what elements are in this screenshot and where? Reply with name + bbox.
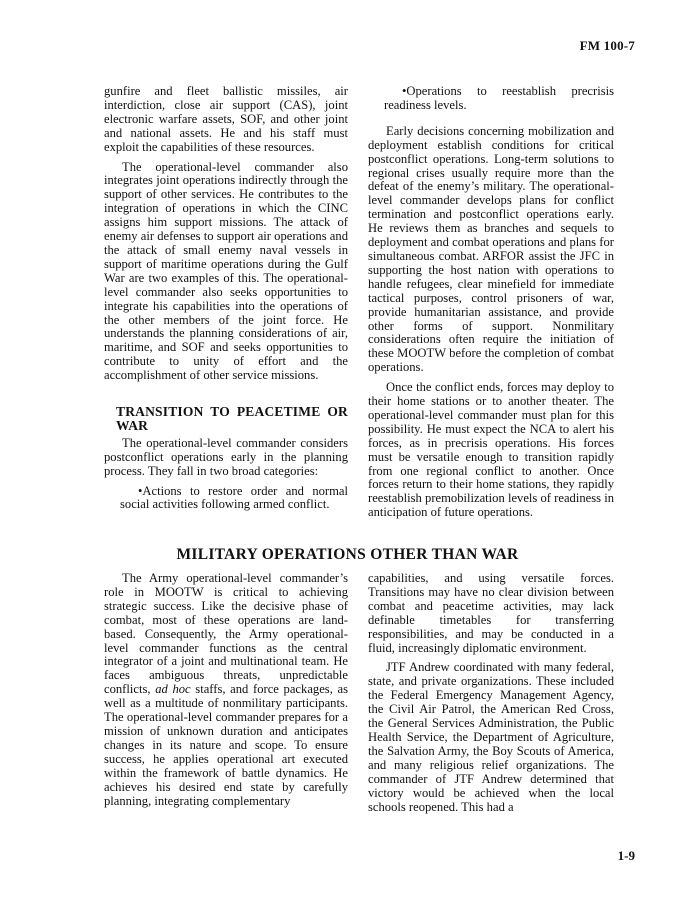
top-right-column (368, 85, 614, 520)
italic-ad-hoc: ad hoc (155, 682, 191, 697)
paragraph-postconflict: The operational-level commander considers postconflict operations early in the planning process. They fall in two broad categories: (104, 435, 348, 478)
bullet-restore-order: •Actions to restore order and normal social activities following armed conflict. (120, 483, 348, 512)
paragraph-army-role (104, 572, 348, 808)
paragraph-joint-assets: gunfire and fleet ballistic missiles, air interdiction, close air support (CAS), joint electronic warfare assets, SOF, and other joint and national assets. He and his staff must exploit the capabilities of these resources. (104, 84, 348, 154)
paragraph-army-role-part1: The Army operational-level commander’s role in MOOTW is critical to achieving strategic success. Like the decisive phase of combat, most of these operations are land-based. Consequently, the Army operational-level commander functions as the central integrator of a joint and multinational team. He faces ambiguous threats, unpredictable conflicts, (104, 571, 348, 697)
document-code: FM 100-7 (579, 38, 635, 53)
bullet-precrisis-readiness: •Operations to reestablish precrisis readiness levels. (384, 84, 614, 112)
paragraph-army-role-part2: staffs, and force packages, as well as a multitude of nonmilitary participants. The operational-level commander prepares for a mission of unknown duration and anticipates changes in its nature and scope. To ensure success, he applies operational art executed within the framework of battle dynamics. He achieves his desired end state by carefully planning, integrating complementary (104, 682, 348, 808)
paragraph-jtf-andrew: JTF Andrew coordinated with many federal, state, and private organizations. These included the Federal Emergency Management Agency, the Civil Air Patrol, the American Red Cross, the General Services Administration, the Public Health Service, the Department of Agriculture, the Salvation Army, the Boy Scouts of America, and many religious relief organizations. The commander of JTF Andrew determined that victory would be achieved when the local schools reopened. This had a (368, 660, 614, 814)
section-heading-transition: TRANSITION TO PEACETIME OR WAR (116, 404, 348, 433)
paragraph-transitions: capabilities, and using versatile forces. Transitions may have no clear division between combat and peacetime activities, may lack definable timetables for transferring responsibilities, and may be conducted in a fluid, increasingly diplomatic environment. (368, 571, 614, 655)
page-number: 1-9 (617, 848, 635, 863)
bottom-right-column (368, 572, 614, 814)
section-heading-mootw: MILITARY OPERATIONS OTHER THAN WAR (176, 546, 519, 563)
paragraph-integration: The operational-level commander also integrates joint operations indirectly through the support of other services. He contributes to the integration of operations in which the CINC assigns him support missions. The attack of enemy air defenses to support air operations and the attack of small enemy naval vessels in support of maritime operations during the Gulf War are two examples of this. The operational-level commander also seeks opportunities to integrate his capabilities into the operations of the other members of the joint force. He understands the planning considerations of air, maritime, and SOF and seeks opportunities to contribute to unity of effort and the accomplishment of other service missions. (104, 159, 348, 383)
top-left-column (104, 85, 348, 512)
bottom-left-column (104, 572, 348, 808)
paragraph-early-decisions: Early decisions concerning mobilization and deployment establish conditions for critical postconflict operations. Long-term solutions to regional crises usually require more than the defeat of the enemy’s military. The operational-level commander develops plans for conflict termination and postconflict operations early. He reviews them as branches and sequels to deployment and combat operations and plans for simultaneous combat. ARFOR assist the JFC in supporting the host nation with operations to handle refugees, clear minefield for immediate tactical purposes, control prisoners of war, provide humanitarian assistance, and provide other forms of support. Nonmilitary considerations often require the initiation of these MOOTW before the completion of combat operations. (368, 123, 614, 375)
paragraph-conflict-ends: Once the conflict ends, forces may deploy to their home stations or to another theater. The operational-level commander must plan for this possibility. He must expect the NCA to alert his forces, as in precrisis operations. His forces must be versatile enough to transition rapidly from one regional conflict to another. Once forces return to their home stations, they rapidly reestablish premobilization levels of readiness in anticipation of future operations. (368, 380, 614, 520)
